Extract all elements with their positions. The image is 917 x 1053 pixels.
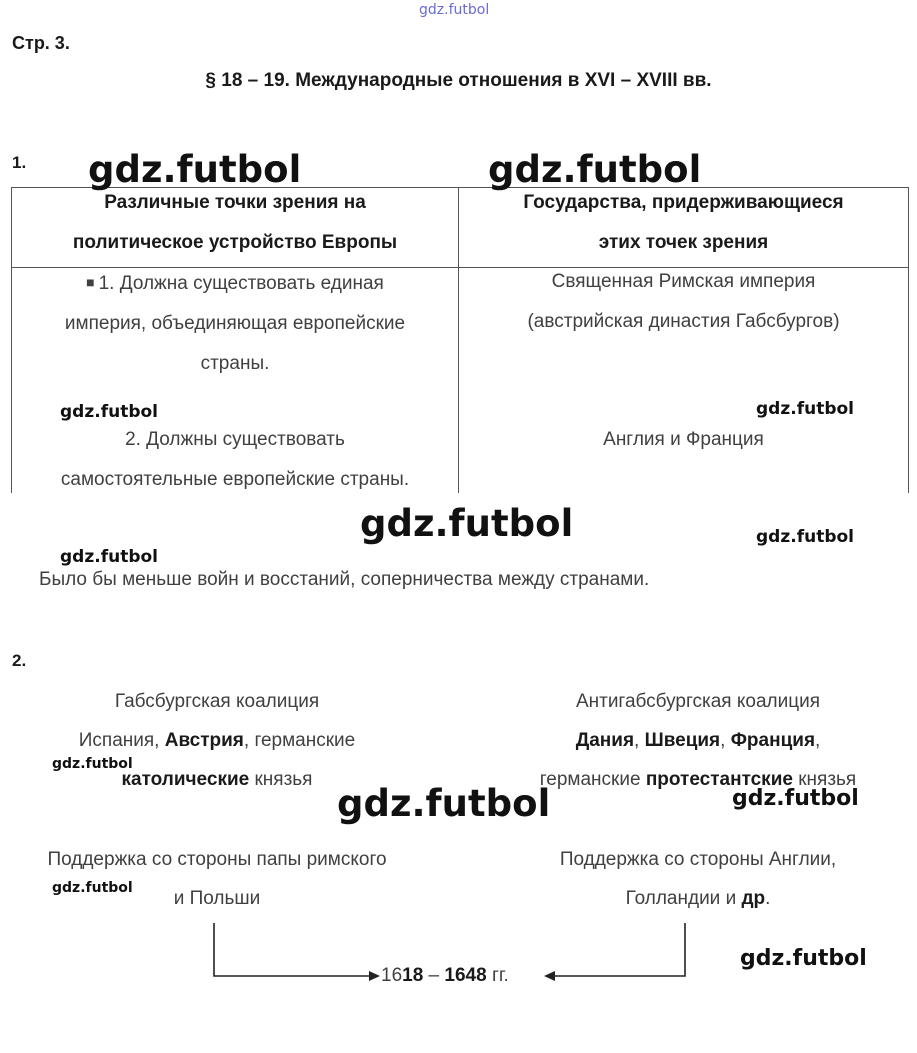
task-2-number: 2. xyxy=(12,651,27,670)
cell-line: Англия и Франция xyxy=(603,429,764,450)
watermark: gdz.futbol xyxy=(88,148,302,191)
cell-line: 2. Должны существовать xyxy=(125,429,345,450)
cell-line: Священная Римская империя xyxy=(551,271,816,292)
coalition-members: Дания, Швеция, Франция, xyxy=(575,730,821,751)
watermark: gdz.futbol xyxy=(756,399,854,419)
coalition-title: Антигабсбургская коалиция xyxy=(575,691,821,712)
watermark-top: gdz.futbol xyxy=(419,2,490,18)
watermark: gdz.futbol xyxy=(740,946,867,971)
watermark: gdz.futbol xyxy=(52,756,133,772)
watermark: gdz.futbol xyxy=(60,547,158,567)
left-arrow-head xyxy=(369,971,380,981)
right-arrow-line xyxy=(555,923,685,976)
watermark: gdz.futbol xyxy=(60,402,158,422)
section-title: § 18 – 19. Международные отношения в XVI – XVIII вв. xyxy=(205,70,712,91)
coalition-members: католические князья xyxy=(121,769,313,790)
cell-line: самостоятельные европейские страны. xyxy=(60,469,410,490)
task-1-answer: Было бы меньше войн и восстаний, соперничества между странами. xyxy=(39,569,650,590)
cell-line: ■ 1. Должна существовать единая xyxy=(86,273,384,294)
left-arrow-line xyxy=(214,923,369,976)
support-line: и Польши xyxy=(173,888,261,909)
coalition-members: Испания, Австрия, германские xyxy=(78,730,356,751)
support-line: Поддержка со стороны папы римского xyxy=(47,849,387,870)
support-line: Голландии и др. xyxy=(625,888,771,909)
header-line: Различные точки зрения на xyxy=(104,192,366,213)
header-line: этих точек зрения xyxy=(598,232,769,253)
watermark: gdz.futbol xyxy=(732,786,859,811)
cell-line: империя, объединяющая европейские xyxy=(64,313,406,334)
watermark: gdz.futbol xyxy=(337,782,551,825)
page-header: Стр. 3. xyxy=(12,33,70,53)
watermark: gdz.futbol xyxy=(52,880,133,896)
task-1-number: 1. xyxy=(12,153,27,172)
header-line: Государства, придерживающиеся xyxy=(523,192,844,213)
watermark: gdz.futbol xyxy=(488,148,702,191)
watermark: gdz.futbol xyxy=(360,502,574,545)
header-line: политическое устройство Европы xyxy=(72,232,398,253)
war-dates: 1618 – 1648 гг. xyxy=(381,965,509,986)
support-line: Поддержка со стороны Англии, xyxy=(559,849,837,870)
watermark: gdz.futbol xyxy=(756,527,854,547)
coalition-members: германские протестантские князья xyxy=(539,769,857,790)
bullet-icon: ■ xyxy=(86,274,95,290)
cell-line: (австрийская династия Габсбургов) xyxy=(527,311,840,332)
right-arrow-head xyxy=(544,971,555,981)
coalition-title: Габсбургская коалиция xyxy=(114,691,320,712)
cell-line: страны. xyxy=(200,353,270,374)
